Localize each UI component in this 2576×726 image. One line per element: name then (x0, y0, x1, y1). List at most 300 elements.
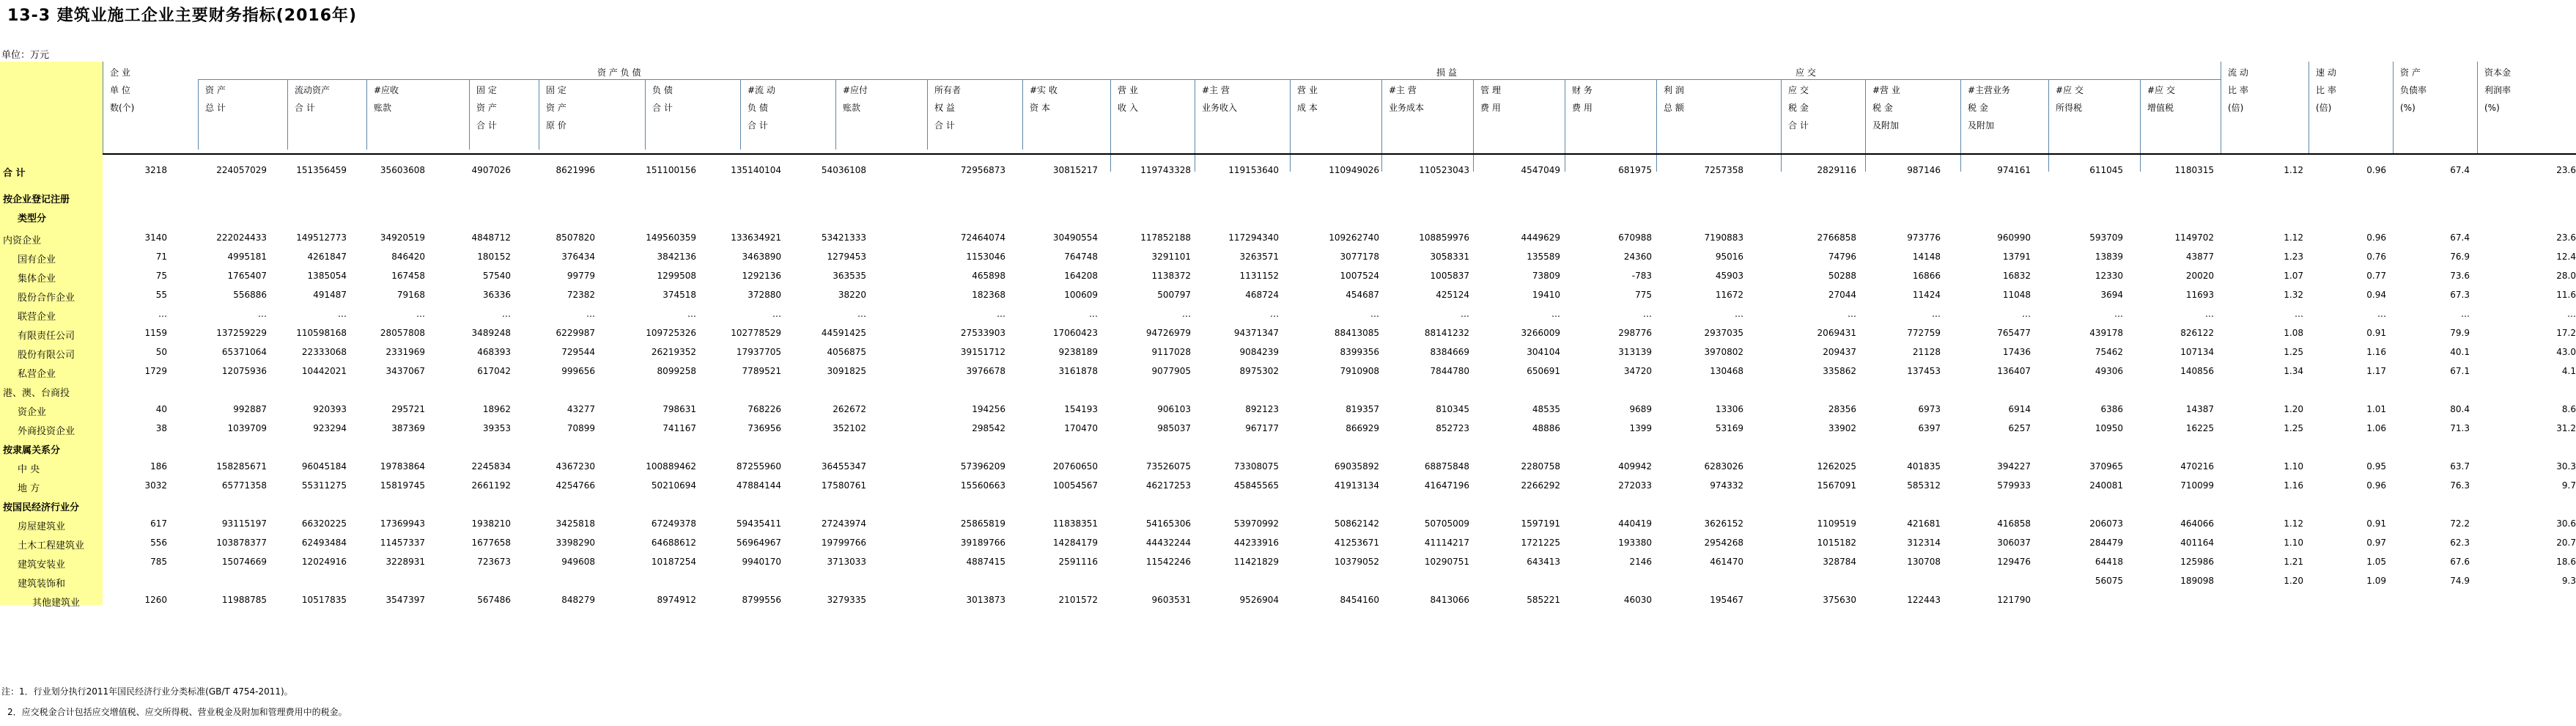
column-header-5-2: 原 价 (546, 120, 567, 131)
table-cell: 328784 (1823, 557, 1856, 567)
table-cell: 67249378 (651, 518, 696, 529)
table-cell: 295721 (391, 404, 425, 414)
table-cell: 772759 (1907, 328, 1941, 338)
table-cell: 119153640 (1228, 165, 1279, 175)
table-cell: 10950 (2095, 423, 2123, 433)
table-cell: 284479 (2089, 538, 2123, 548)
column-header-0-1: 单 位 (110, 85, 130, 95)
group-tax: 应 交 (1796, 67, 1816, 78)
column-header-25-1: 负债率 (2400, 85, 2427, 95)
table-cell: 121790 (1997, 595, 2031, 605)
table-cell: 8799556 (742, 595, 781, 605)
column-header-4-0: 固 定 (476, 85, 497, 95)
group-income: 损 益 (1436, 67, 1457, 78)
table-cell: 69035892 (1334, 461, 1379, 472)
table-cell: 1109519 (1817, 518, 1856, 529)
table-cell: 298776 (1618, 328, 1652, 338)
table-cell: 470216 (2180, 461, 2214, 472)
table-cell: 41913134 (1334, 480, 1379, 491)
table-cell: 13839 (2095, 252, 2123, 262)
table-cell: 13306 (1715, 404, 1743, 414)
table-cell: 729544 (561, 347, 595, 357)
table-cell: 11693 (2185, 290, 2214, 300)
table-cell: 848279 (561, 595, 595, 605)
table-cell: 33902 (1828, 423, 1856, 433)
column-header-24-1: 比 率 (2316, 85, 2336, 95)
table-cell: 27044 (1828, 290, 1856, 300)
column-header-11-1: 收 入 (1118, 103, 1138, 113)
table-cell: … (1370, 309, 1379, 319)
table-cell: 3032 (144, 480, 167, 491)
table-cell: 72382 (567, 290, 595, 300)
table-cell: 18.6 (2556, 557, 2576, 567)
table-cell: 1.20 (2284, 576, 2303, 586)
table-cell: 10187254 (651, 557, 696, 567)
table-cell: 17060423 (1052, 328, 1098, 338)
table-cell: 0.76 (2366, 252, 2386, 262)
table-cell: 468393 (477, 347, 511, 357)
column-header-5-0: 固 定 (546, 85, 567, 95)
table-cell: 44432244 (1145, 538, 1191, 548)
table-row (0, 421, 2576, 437)
table-cell: … (1848, 309, 1856, 319)
column-header-9-2: 合 计 (934, 120, 955, 131)
column-header-15-1: 费 用 (1480, 103, 1501, 113)
table-cell: 50862142 (1334, 518, 1379, 529)
table-cell: 39189766 (960, 538, 1005, 548)
table-cell: 3463890 (742, 252, 781, 262)
table-cell: 440419 (1618, 518, 1652, 529)
table-cell: … (1735, 309, 1743, 319)
table-cell: 1721225 (1521, 538, 1560, 548)
table-row (0, 573, 2576, 590)
table-cell: … (2022, 309, 2031, 319)
table-cell: 28057808 (380, 328, 425, 338)
table-cell: 65371064 (221, 347, 267, 357)
table-cell: 585312 (1907, 480, 1941, 491)
group-balance: 资 产 负 债 (597, 67, 641, 78)
table-cell: 12024916 (301, 557, 347, 567)
table-cell: 394227 (1997, 461, 2031, 472)
table-cell: 723673 (477, 557, 511, 567)
table-cell: … (586, 309, 595, 319)
table-cell: 41114217 (1424, 538, 1469, 548)
column-header-0-2: 数(个) (110, 103, 135, 113)
row-label: 合 计 (3, 168, 26, 179)
table-cell: 117852188 (1140, 232, 1191, 243)
table-cell: 8399356 (1340, 347, 1379, 357)
row-label: 中 央 (18, 464, 40, 475)
table-cell: 193380 (1618, 538, 1652, 548)
table-cell: 122443 (1907, 595, 1941, 605)
table-cell: 30.6 (2556, 518, 2576, 529)
column-header-6-0: 负 债 (652, 85, 673, 95)
table-row (0, 364, 2576, 380)
table-cell: 892123 (1245, 404, 1279, 414)
table-cell: 30490554 (1052, 232, 1098, 243)
row-label: 建筑安装业 (18, 560, 66, 571)
table-cell: 8974912 (657, 595, 696, 605)
column-header-12-0: #主 营 (1202, 85, 1230, 95)
table-cell: 1279453 (827, 252, 866, 262)
table-cell: 9940170 (742, 557, 781, 567)
table-cell: 375630 (1823, 595, 1856, 605)
table-cell: 76.9 (2450, 252, 2470, 262)
table-cell: 99779 (567, 271, 595, 281)
table-cell: 62.3 (2450, 538, 2470, 548)
row-label: 集体企业 (18, 274, 56, 285)
table-cell: 170470 (1064, 423, 1098, 433)
table-cell: 1765407 (227, 271, 267, 281)
table-cell: 4547049 (1521, 165, 1560, 175)
table-cell: 164208 (1064, 271, 1098, 281)
table-cell: 464066 (2180, 518, 2214, 529)
table-cell: 1159 (144, 328, 167, 338)
table-cell: 3279335 (827, 595, 866, 605)
row-label: 按国民经济行业分 (3, 502, 80, 513)
table-cell: 1.12 (2284, 232, 2303, 243)
table-cell: 585221 (1527, 595, 1560, 605)
table-cell: 866929 (1346, 423, 1379, 433)
table-cell: 151356459 (296, 165, 347, 175)
table-cell: … (857, 309, 866, 319)
table-cell: 1.32 (2284, 290, 2303, 300)
table-cell: 6257 (2008, 423, 2031, 433)
table-cell: 94371347 (1233, 328, 1279, 338)
table-cell: 17369943 (380, 518, 425, 529)
row-label: 按企业登记注册 (3, 194, 70, 205)
table-cell: 352102 (833, 423, 866, 433)
table-cell: 617042 (477, 366, 511, 376)
table-cell: 67.3 (2450, 290, 2470, 300)
column-header-10-0: #实 收 (1030, 85, 1058, 95)
table-cell: 67.4 (2450, 232, 2470, 243)
table-cell: 1938210 (471, 518, 511, 529)
table-cell: 1.12 (2284, 518, 2303, 529)
column-header-1-1: 总 计 (205, 103, 226, 113)
table-cell: 4887415 (966, 557, 1005, 567)
table-cell: 11424 (1912, 290, 1941, 300)
column-header-3-0: #应收 (374, 85, 399, 95)
table-cell: 26219352 (651, 347, 696, 357)
row-label: 联营企业 (18, 312, 56, 323)
table-cell: 19410 (1532, 290, 1560, 300)
table-cell: 15819745 (380, 480, 425, 491)
table-row (0, 516, 2576, 532)
table-row (0, 383, 2576, 399)
table-cell: 48535 (1532, 404, 1560, 414)
table-cell: 108859976 (1419, 232, 1469, 243)
table-cell: 3013873 (966, 595, 1005, 605)
table-cell: 180152 (477, 252, 511, 262)
table-cell: 611045 (2089, 165, 2123, 175)
table-cell: 4254766 (556, 480, 595, 491)
table-row (0, 402, 2576, 418)
table-cell: 67.4 (2450, 165, 2470, 175)
row-label: 股份合作企业 (18, 293, 75, 304)
table-cell: 1.09 (2366, 576, 2386, 586)
table-cell: 6229987 (556, 328, 595, 338)
table-cell: 2829116 (1817, 165, 1856, 175)
table-cell: 7844780 (1430, 366, 1469, 376)
table-cell: 38 (155, 423, 167, 433)
table-cell: 14284179 (1052, 538, 1098, 548)
table-cell: … (2377, 309, 2386, 319)
table-row (0, 497, 2576, 513)
column-header-16-1: 费 用 (1572, 103, 1593, 113)
table-cell: 2101572 (1058, 595, 1098, 605)
table-cell: 2766858 (1817, 232, 1856, 243)
table-cell: 13791 (2002, 252, 2031, 262)
table-cell: 21128 (1912, 347, 1941, 357)
table-cell: … (772, 309, 781, 319)
table-cell: 376434 (561, 252, 595, 262)
table-cell: 335862 (1823, 366, 1856, 376)
table-row (0, 478, 2576, 494)
table-cell: 20.7 (2556, 538, 2576, 548)
table-cell: 3398290 (556, 538, 595, 548)
table-cell: 7789521 (742, 366, 781, 376)
table-cell: 1.12 (2284, 165, 2303, 175)
table-cell: 74796 (1828, 252, 1856, 262)
table-cell: 313139 (1618, 347, 1652, 357)
table-cell: 50705009 (1424, 518, 1469, 529)
column-header-1-0: 资 产 (205, 85, 226, 95)
table-cell: 1.34 (2284, 366, 2303, 376)
table-cell: 1.01 (2366, 404, 2386, 414)
table-cell: 130468 (1710, 366, 1743, 376)
table-row (0, 593, 2576, 609)
table-cell: 0.77 (2366, 271, 2386, 281)
table-cell: 9117028 (1151, 347, 1191, 357)
table-cell: 240081 (2089, 480, 2123, 491)
column-header-15-0: 管 理 (1480, 85, 1501, 95)
table-cell: 133634921 (731, 232, 781, 243)
table-row (0, 459, 2576, 475)
table-cell: 4056875 (827, 347, 866, 357)
table-cell: 272033 (1618, 480, 1652, 491)
table-cell: 741167 (663, 423, 696, 433)
table-cell: 28356 (1828, 404, 1856, 414)
column-header-26-1: 利润率 (2484, 85, 2512, 95)
table-cell: 151100156 (646, 165, 696, 175)
table-cell: 1.16 (2366, 347, 2386, 357)
table-cell: 681975 (1618, 165, 1652, 175)
table-cell: 44591425 (821, 328, 866, 338)
table-cell: 2245834 (471, 461, 511, 472)
table-cell: 167458 (391, 271, 425, 281)
table-cell: 49306 (2095, 366, 2123, 376)
table-cell: 764748 (1064, 252, 1098, 262)
table-cell: 10054567 (1052, 480, 1098, 491)
table-cell: 1.10 (2284, 461, 2303, 472)
column-header-12-1: 业务收入 (1202, 103, 1238, 113)
table-cell: 109262740 (1329, 232, 1379, 243)
table-cell: 110523043 (1419, 165, 1469, 175)
table-cell: 206073 (2089, 518, 2123, 529)
table-cell: 1.17 (2366, 366, 2386, 376)
table-cell: 1.05 (2366, 557, 2386, 567)
table-cell: 137259229 (216, 328, 267, 338)
table-cell: 1567091 (1817, 480, 1856, 491)
column-header-8-1: 账款 (843, 103, 861, 113)
table-cell: 2069431 (1817, 328, 1856, 338)
table-cell: 11421829 (1233, 557, 1279, 567)
column-header-17-0: 利 润 (1664, 85, 1684, 95)
table-cell: 53169 (1715, 423, 1743, 433)
table-cell: 47884144 (736, 480, 781, 491)
table-cell: 1292136 (742, 271, 781, 281)
table-cell: 70899 (567, 423, 595, 433)
table-cell: 79.9 (2450, 328, 2470, 338)
table-cell: 439178 (2089, 328, 2123, 338)
table-cell: 9689 (1629, 404, 1652, 414)
table-cell: 88413085 (1334, 328, 1379, 338)
table-cell: 19783864 (380, 461, 425, 472)
table-cell: 2937035 (1704, 328, 1743, 338)
table-cell: 224057029 (216, 165, 267, 175)
row-label: 其他建筑业 (32, 598, 81, 609)
table-cell: 110949026 (1329, 165, 1379, 175)
table-cell: 6397 (1918, 423, 1941, 433)
table-cell: 500797 (1157, 290, 1191, 300)
table-cell: 182368 (972, 290, 1005, 300)
table-cell: 9.3 (2561, 576, 2576, 586)
table-cell: 73526075 (1145, 461, 1191, 472)
table-cell: 100889462 (646, 461, 696, 472)
table-cell: 54165306 (1145, 518, 1191, 529)
table-cell: 11457337 (380, 538, 425, 548)
table-cell: 960990 (1997, 232, 2031, 243)
table-cell: 3091825 (827, 366, 866, 376)
table-cell: 1399 (1629, 423, 1652, 433)
table-cell: 35603608 (380, 165, 425, 175)
table-cell: 43277 (567, 404, 595, 414)
table-cell: 46217253 (1145, 480, 1191, 491)
table-cell: 74.9 (2450, 576, 2470, 586)
column-header-5-1: 资 产 (546, 103, 567, 113)
table-cell: 50288 (1828, 271, 1856, 281)
table-cell: 416858 (1997, 518, 2031, 529)
table-cell: 22333068 (301, 347, 347, 357)
column-header-14-1: 业务成本 (1389, 103, 1425, 113)
table-cell: 567486 (477, 595, 511, 605)
table-cell: 14148 (1912, 252, 1941, 262)
table-cell: 3489248 (471, 328, 511, 338)
table-cell: 4261847 (307, 252, 347, 262)
table-cell: 53970992 (1233, 518, 1279, 529)
table-cell: 88141232 (1424, 328, 1469, 338)
table-cell: 62493484 (301, 538, 347, 548)
table-cell: 67.1 (2450, 366, 2470, 376)
table-cell: 65771358 (221, 480, 267, 491)
table-cell: 56075 (2095, 576, 2123, 586)
table-cell: 7257358 (1704, 165, 1743, 175)
table-cell: 372880 (748, 290, 781, 300)
note-2: 2．应交税金合计包括应交增值税、应交所得税、营业税金及附加和管理费用中的税金。 (7, 707, 347, 717)
table-cell: 987146 (1907, 165, 1941, 175)
table-cell: 75462 (2095, 347, 2123, 357)
table-cell: 1039709 (227, 423, 267, 433)
table-cell: 109725326 (646, 328, 696, 338)
table-cell: 1597191 (1521, 518, 1560, 529)
table-cell: 12075936 (221, 366, 267, 376)
table-cell: … (1551, 309, 1560, 319)
table-cell: 154193 (1064, 404, 1098, 414)
table-cell: 1131152 (1239, 271, 1279, 281)
column-header-18-0: 应 交 (1788, 85, 1809, 95)
table-cell: 6386 (2100, 404, 2123, 414)
table-cell: 45845565 (1233, 480, 1279, 491)
column-header-10-1: 资 本 (1030, 103, 1050, 113)
column-header-22-0: #应 交 (2147, 85, 2175, 95)
table-cell: 27243974 (821, 518, 866, 529)
unit-label: 单位：万元 (1, 50, 50, 61)
table-cell: 149560359 (646, 232, 696, 243)
column-header-14-0: #主 营 (1389, 85, 1417, 95)
table-cell: 20760650 (1052, 461, 1098, 472)
table-cell: … (1461, 309, 1469, 319)
table-cell: 149512773 (296, 232, 347, 243)
table-cell: 11988785 (221, 595, 267, 605)
table-cell: … (2461, 309, 2470, 319)
table-cell: 374518 (663, 290, 696, 300)
table-cell: 73809 (1532, 271, 1560, 281)
table-cell: 3291101 (1151, 252, 1191, 262)
table-cell: … (1182, 309, 1191, 319)
table-row (0, 249, 2576, 265)
table-cell: 96045184 (301, 461, 347, 472)
column-header-9-1: 权 益 (934, 103, 955, 113)
table-cell: 17937705 (736, 347, 781, 357)
table-cell: … (2114, 309, 2123, 319)
table-cell: 468724 (1245, 290, 1279, 300)
table-cell: 846420 (391, 252, 425, 262)
table-cell: 1.20 (2284, 404, 2303, 414)
table-cell: 48886 (1532, 423, 1560, 433)
table-cell: 103878377 (216, 538, 267, 548)
table-cell: 53421333 (821, 232, 866, 243)
table-cell: 3218 (144, 165, 167, 175)
table-cell: 10442021 (301, 366, 347, 376)
table-cell: 8384669 (1430, 347, 1469, 357)
table-cell: 36336 (482, 290, 511, 300)
table-cell: 967177 (1245, 423, 1279, 433)
table-cell: 0.91 (2366, 518, 2386, 529)
table-cell: 1299508 (657, 271, 696, 281)
table-cell: 136407 (1997, 366, 2031, 376)
table-cell: 3266009 (1521, 328, 1560, 338)
table-cell: 923294 (313, 423, 347, 433)
table-cell: 8975302 (1239, 366, 1279, 376)
column-header-20-0: #主营业务 (1968, 85, 2011, 95)
table-cell: 768226 (748, 404, 781, 414)
table-cell: 920393 (313, 404, 347, 414)
table-cell: 3263571 (1239, 252, 1279, 262)
table-cell: 3437067 (385, 366, 425, 376)
table-cell: 1005837 (1430, 271, 1469, 281)
table-row (0, 440, 2576, 456)
table-cell: … (1932, 309, 1941, 319)
table-row (0, 163, 2576, 179)
table-cell: 7190883 (1704, 232, 1743, 243)
table-cell: … (2567, 309, 2576, 319)
table-row (0, 287, 2576, 304)
table-cell: 736956 (748, 423, 781, 433)
table-cell: 107134 (2180, 347, 2214, 357)
table-cell: 643413 (1527, 557, 1560, 567)
table-cell: 810345 (1436, 404, 1469, 414)
